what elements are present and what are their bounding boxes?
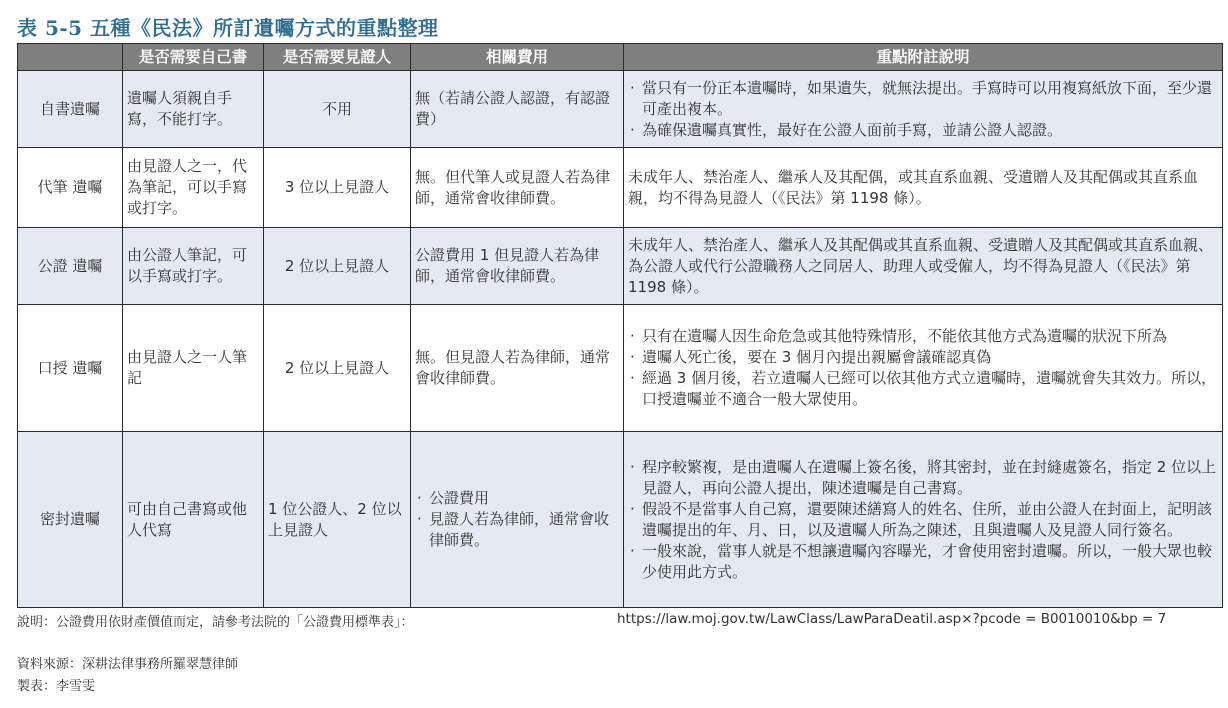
cell-witness: 2 位以上見證人 (264, 228, 411, 305)
cell-type: 公證 遺囑 (18, 228, 123, 305)
table-row (18, 432, 1223, 608)
cell-self-write: 由見證人之一人筆記 (123, 305, 264, 432)
table-row (18, 71, 1223, 148)
table-author: 製表：李雪雯 (17, 679, 96, 694)
cell-notes (624, 305, 1223, 432)
will-methods-table (17, 43, 1223, 608)
cell-fees: 無。但代筆人或見證人若為律師，通常會收律師費。 (411, 148, 624, 228)
header-type (18, 44, 123, 71)
note-item: · 程序較繁複，是由遺囑人在遺囑上簽名後，將其密封，並在封縫處簽名，指定 2 位以上見證人，再向公證人提出，陳述遺囑是自己書寫。 (628, 457, 1218, 499)
cell-notes (624, 432, 1223, 608)
cell-fees: 無。但見證人若為律師，通常會收律師費。 (411, 305, 624, 432)
cell-witness: 3 位以上見證人 (264, 148, 411, 228)
table-row (18, 148, 1223, 228)
cell-self-write: 由公證人筆記，可以手寫或打字。 (123, 228, 264, 305)
note-item: · 遺囑人死亡後，要在 3 個月內提出親屬會議確認真偽 (628, 347, 1218, 368)
cell-witness: 2 位以上見證人 (264, 305, 411, 432)
cell-type: 口授 遺囑 (18, 305, 123, 432)
header-row (18, 44, 1223, 71)
cell-witness: 1 位公證人、2 位以上見證人 (264, 432, 411, 608)
table-row (18, 305, 1223, 432)
fee-item: · 公證費用 (415, 488, 619, 509)
note-item: · 經過 3 個月後，若立遺囑人已經可以依其他方式立遺囑時，遺囑就會失其效力。所以，口授遺囑並不適合一般大眾使用。 (628, 368, 1218, 410)
cell-fees (411, 432, 624, 608)
cell-type: 自書遺囑 (18, 71, 123, 148)
cell-fees: 無（若請公證人認證，有認證費） (411, 71, 624, 148)
cell-notes: 未成年人、禁治產人、繼承人及其配偶，或其直系血親、受遺贈人及其配偶或其直系血親，均不得為見證人（《民法》第 1198 條）。 (624, 148, 1223, 228)
note-item: · 只有在遺囑人因生命危急或其他特殊情形，不能依其他方式為遺囑的狀況下所為 (628, 326, 1218, 347)
cell-notes (624, 71, 1223, 148)
note-item: · 當只有一份正本遺囑時，如果遺失，就無法提出。手寫時可以用複寫紙放下面，至少還可產出複本。 (628, 78, 1218, 120)
footnote: 說明：公證費用依財產價值而定，請參考法院的「公證費用標準表」： (17, 615, 414, 630)
note-item: · 為確保遺囑真實性，最好在公證人面前手寫，並請公證人認證。 (628, 120, 1218, 141)
cell-self-write: 由見證人之一，代為筆記，可以手寫或打字。 (123, 148, 264, 228)
cell-witness: 不用 (264, 71, 411, 148)
header-notes: 重點附註說明 (624, 44, 1223, 71)
header-self-write: 是否需要自己書 (123, 44, 264, 71)
header-fees: 相關費用 (411, 44, 624, 71)
table-title: 表 5-5 五種《民法》所訂遺囑方式的重點整理 (17, 16, 439, 40)
cell-type: 密封遺囑 (18, 432, 123, 608)
cell-self-write: 遺囑人須親自手寫，不能打字。 (123, 71, 264, 148)
header-witness: 是否需要見證人 (264, 44, 411, 71)
note-item: · 假設不是當事人自己寫，還要陳述繕寫人的姓名、住所，並由公證人在封面上，記明該遺囑提出的年、月、日，以及遺囑人所為之陳述，且與遺囑人及見證人同行簽名。 (628, 499, 1218, 541)
fee-item: · 見證人若為律師，通常會收律師費。 (415, 509, 619, 551)
data-source: 資料來源：深耕法律事務所羅翠慧律師 (17, 657, 239, 672)
table-row (18, 228, 1223, 305)
cell-notes: 未成年人、禁治產人、繼承人及其配偶或其直系血親、受遺贈人及其配偶或其直系血親、為公證人或代行公證職務人之同居人、助理人或受僱人，均不得為見證人（《民法》第 1198 條）。 (624, 228, 1223, 305)
cell-self-write: 可由自己書寫或他人代寫 (123, 432, 264, 608)
reference-url[interactable]: https://law.moj.gov.tw/LawClass/LawParaDeatil.asp×?pcode = B0010010&bp = 7 (617, 611, 1167, 627)
cell-fees: 公證費用 1 但見證人若為律師，通常會收律師費。 (411, 228, 624, 305)
note-item: · 一般來說，當事人就是不想讓遺囑內容曝光，才會使用密封遺囑。所以，一般大眾也較少使用此方式。 (628, 541, 1218, 583)
cell-type: 代筆 遺囑 (18, 148, 123, 228)
